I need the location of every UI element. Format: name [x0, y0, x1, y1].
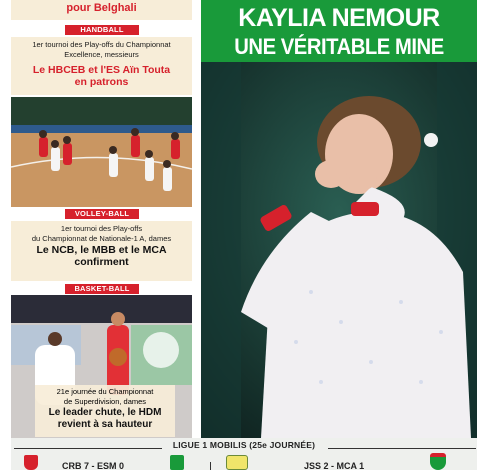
hero-title-line1: KAYLIA NEMOUR	[238, 4, 440, 32]
crb-logo	[24, 455, 38, 470]
handball-photo-image	[11, 97, 192, 207]
esm-logo	[170, 455, 184, 470]
basketball-tag: BASKET-BALL	[65, 284, 139, 294]
basketball-headline-2: revient à sa hauteur	[57, 419, 153, 430]
volleyball-subtitle-1: 1er tournoi des Play-offs	[60, 224, 143, 233]
hero-photo-image	[201, 62, 477, 438]
handball-headline-1: Le HBCEB et l'ES Aïn Touta	[32, 64, 171, 76]
left-column	[11, 0, 192, 438]
handball-subtitle-2: Excellence, messieurs	[64, 50, 139, 59]
handball-card[interactable]	[11, 37, 192, 95]
match-1-score[interactable]: CRB 7 - ESM 0	[62, 461, 125, 470]
hero-title-line2: UNE VÉRITABLE MINE	[234, 34, 444, 59]
basketball-subtitle-1: 21e journée du Championnat	[56, 387, 154, 396]
mca-logo	[430, 453, 446, 470]
volleyball-headline-2: confirment	[74, 256, 129, 268]
jss-logo	[226, 455, 248, 470]
basketball-caption[interactable]	[35, 385, 175, 437]
basketball-subtitle-2: de Superdivision, dames	[63, 397, 147, 406]
volleyball-card[interactable]	[11, 221, 192, 281]
volleyball-subtitle-2: du Championnat de Nationale-1 A, dames	[31, 234, 172, 243]
handball-subtitle-1: 1er tournoi des Play-offs du Championnat	[32, 40, 171, 49]
hero-photo[interactable]	[201, 62, 477, 438]
basketball-headline-1: Le leader chute, le HDM	[48, 407, 162, 418]
separator	[210, 462, 211, 470]
handball-headline-2: en patrons	[74, 76, 129, 88]
top-teaser[interactable]	[11, 0, 192, 20]
volleyball-tag: VOLLEY-BALL	[65, 209, 139, 219]
handball-tag: HANDBALL	[65, 25, 139, 35]
match-2-score[interactable]: JSS 2 - MCA 1	[304, 461, 365, 470]
top-teaser-headline: pour Belghali	[66, 2, 137, 14]
hero-headline-banner[interactable]	[201, 0, 477, 62]
ligue-title: LIGUE 1 MOBILIS (25e JOURNÉE)	[172, 440, 316, 450]
volleyball-headline-1: Le NCB, le MBB et le MCA	[36, 244, 167, 256]
handball-photo[interactable]	[11, 97, 192, 207]
